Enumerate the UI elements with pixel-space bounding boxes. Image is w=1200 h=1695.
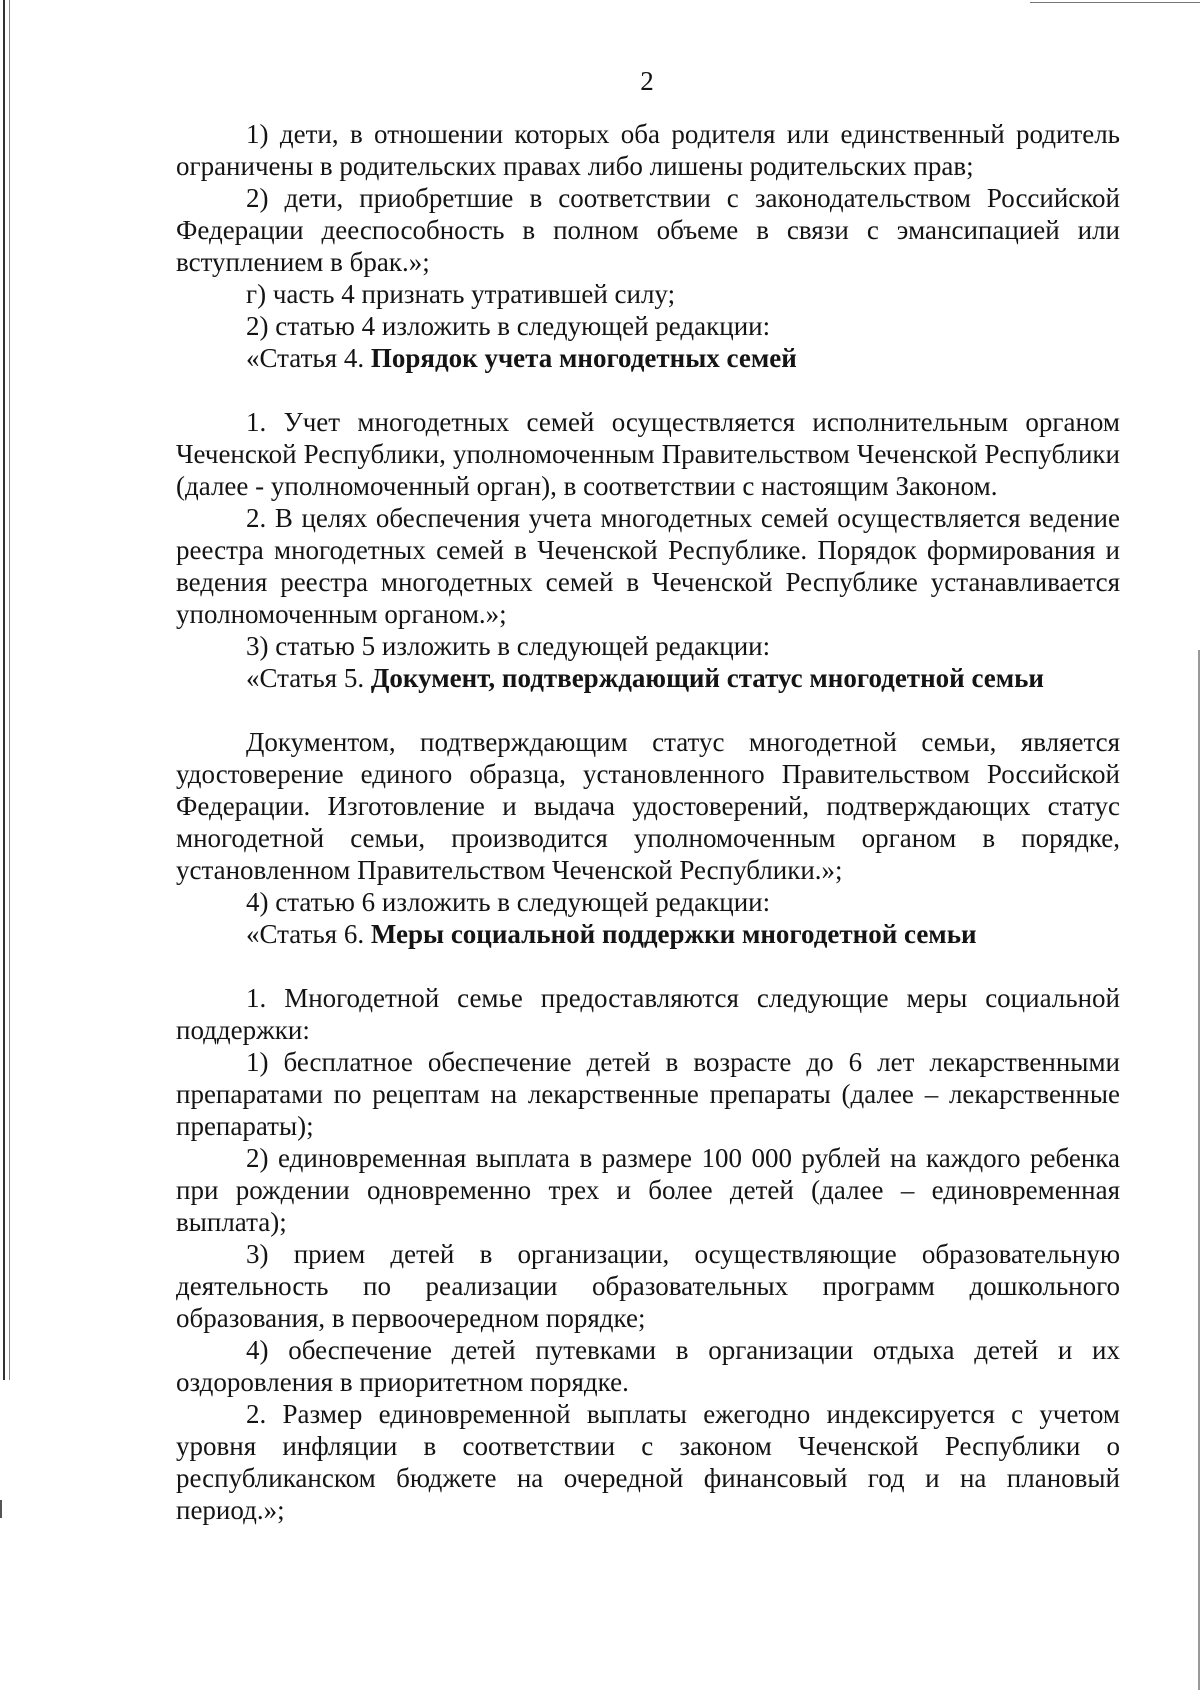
paragraph: 1. Многодетной семье предоставляются следующие меры социальной поддержки: xyxy=(176,983,1120,1045)
list-item: 4) обеспечение детей путевками в организации отдыха детей и их оздоровления в приоритетном порядке. xyxy=(176,1335,1120,1397)
document-body xyxy=(176,118,1120,1526)
scan-border-left xyxy=(3,0,5,1380)
amendment-instruction: г) часть 4 признать утратившей силу; xyxy=(246,279,676,309)
article-title: Документ, подтверждающий статус многодетной семьи xyxy=(370,663,1044,693)
scan-mark xyxy=(0,1500,2,1518)
paragraph: 2. В целях обеспечения учета многодетных семей осуществляется ведение реестра многодетных семей в Чеченской Республике. Порядок формирования и ведения реестра многодетных семей в Чеченской Республике устанавливается уполномоченным органом.»; xyxy=(176,503,1120,629)
scan-border-top xyxy=(1030,2,1200,3)
article-prefix: «Статья 4. xyxy=(246,343,365,373)
scan-border-left-inner xyxy=(9,0,10,1380)
paragraph: 1. Учет многодетных семей осуществляется исполнительным органом Чеченской Республики, уполномоченным Правительством Чеченской Республики (далее - уполномоченный орган), в соответствии с настоящим Законом. xyxy=(176,407,1120,501)
article-title: Порядок учета многодетных семей xyxy=(370,343,797,373)
paragraph: Документом, подтверждающим статус многодетной семьи, является удостоверение единого образца, установленного Правительством Российской Федерации. Изготовление и выдача удостоверений, подтверждающих статус многодетной семьи, производится уполномоченным органом в порядке, установленном Правительством Чеченской Республики.»; xyxy=(176,727,1120,885)
amendment-instruction: 2) статью 4 изложить в следующей редакции: xyxy=(246,311,771,341)
article-heading xyxy=(176,342,1120,374)
article-title: Меры социальной поддержки многодетной семьи xyxy=(370,919,977,949)
list-item: 1) дети, в отношении которых оба родителя или единственный родитель ограничены в родительских правах либо лишены родительских прав; xyxy=(176,119,1120,181)
list-item: 2) дети, приобретшие в соответствии с законодательством Российской Федерации дееспособность в полном объеме в связи с эмансипацией или вступлением в брак.»; xyxy=(176,183,1120,277)
list-item: 2) единовременная выплата в размере 100 000 рублей на каждого ребенка при рождении одновременно трех и более детей (далее – единовременная выплата); xyxy=(176,1143,1120,1237)
article-prefix: «Статья 5. xyxy=(246,663,365,693)
amendment-instruction: 3) статью 5 изложить в следующей редакции: xyxy=(246,631,771,661)
list-item: 1) бесплатное обеспечение детей в возрасте до 6 лет лекарственными препаратами по рецептам на лекарственные препараты (далее – лекарственные препараты); xyxy=(176,1047,1120,1141)
article-prefix: «Статья 6. xyxy=(246,919,365,949)
page-number: 2 xyxy=(640,66,654,96)
article-heading xyxy=(176,918,1120,950)
list-item: 3) прием детей в организации, осуществляющие образовательную деятельность по реализации образовательных программ дошкольного образования, в первоочередном порядке; xyxy=(176,1239,1120,1333)
article-heading xyxy=(176,662,1120,694)
paragraph: 2. Размер единовременной выплаты ежегодно индексируется с учетом уровня инфляции в соответствии с законом Чеченской Республики о республиканском бюджете на очередной финансовый год и на плановый период.»; xyxy=(176,1399,1120,1525)
amendment-instruction: 4) статью 6 изложить в следующей редакции: xyxy=(246,887,771,917)
